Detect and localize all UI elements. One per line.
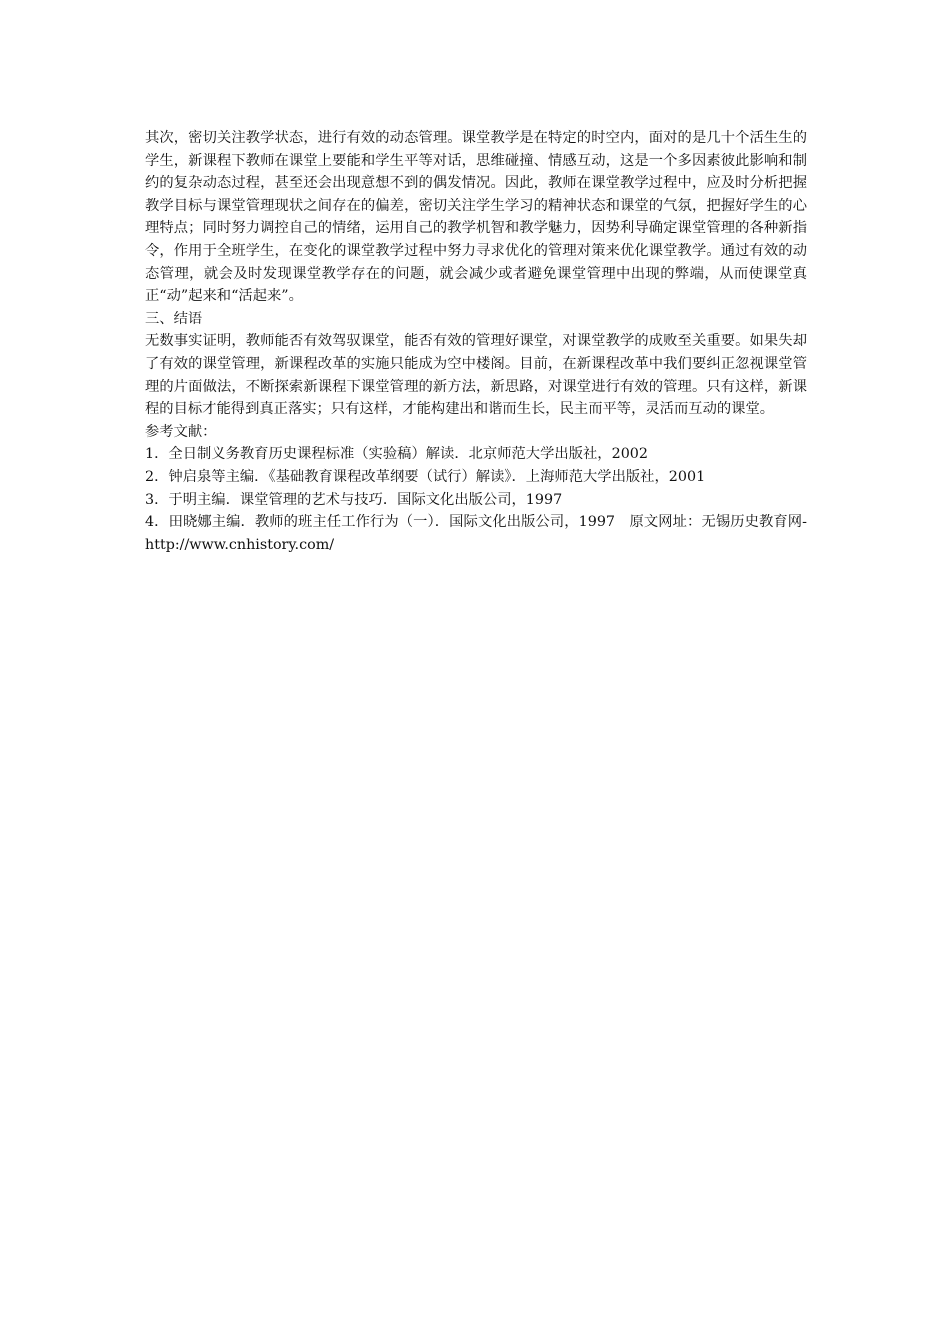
paragraph-conclusion: 无数事实证明，教师能否有效驾驭课堂，能否有效的管理好课堂，对课堂教学的成败至关重要。如果失却了有效的课堂管理，新课程改革的实施只能成为空中楼阁。目前，在新课程改革中我们要纠正忽视课堂管理的片面做法，不断探索新课程下课堂管理的新方法，新思路，对课堂进行有效的管理。只有这样，新课程的目标才能得到真正落实；只有这样，才能构建出和谐而生长，民主而平等，灵活而互动的课堂。 xyxy=(145,333,807,418)
references-heading: 参考文献： xyxy=(145,423,217,440)
reference-item: 2．钟启泉等主编．《基础教育课程改革纲要（试行）解读》．上海师范大学出版社，2001 xyxy=(145,468,706,485)
references-list xyxy=(145,443,807,556)
document-body xyxy=(145,127,807,556)
reference-item: 1．全日制义务教育历史课程标准（实验稿）解读．北京师范大学出版社，2002 xyxy=(145,446,648,463)
reference-item: 4．田晓娜主编．教师的班主任工作行为（一）．国际文化出版公司，1997 原文网址：无锡历史教育网-http://www.cnhistory.com/ xyxy=(145,514,807,553)
section-heading-conclusion: 三、结语 xyxy=(145,310,203,327)
paragraph-dynamic-management: 其次，密切关注教学状态，进行有效的动态管理。课堂教学是在特定的时空内，面对的是几十个活生生的学生，新课程下教师在课堂上要能和学生平等对话，思维碰撞、情感互动，这是一个多因素彼此影响和制约的复杂动态过程，甚至还会出现意想不到的偶发情况。因此，教师在课堂教学过程中，应及时分析把握教学目标与课堂管理现状之间存在的偏差，密切关注学生学习的精神状态和课堂的气氛，把握好学生的心理特点；同时努力调控自己的情绪，运用自己的教学机智和教学魅力，因势利导确定课堂管理的各种新指令，作用于全班学生，在变化的课堂教学过程中努力寻求优化的管理对策来优化课堂教学。通过有效的动态管理，就会及时发现课堂教学存在的问题，就会减少或者避免课堂管理中出现的弊端，从而使课堂真正“动”起来和“活起来”。 xyxy=(145,130,807,305)
reference-item: 3．于明主编．课堂管理的艺术与技巧．国际文化出版公司，1997 xyxy=(145,491,563,508)
